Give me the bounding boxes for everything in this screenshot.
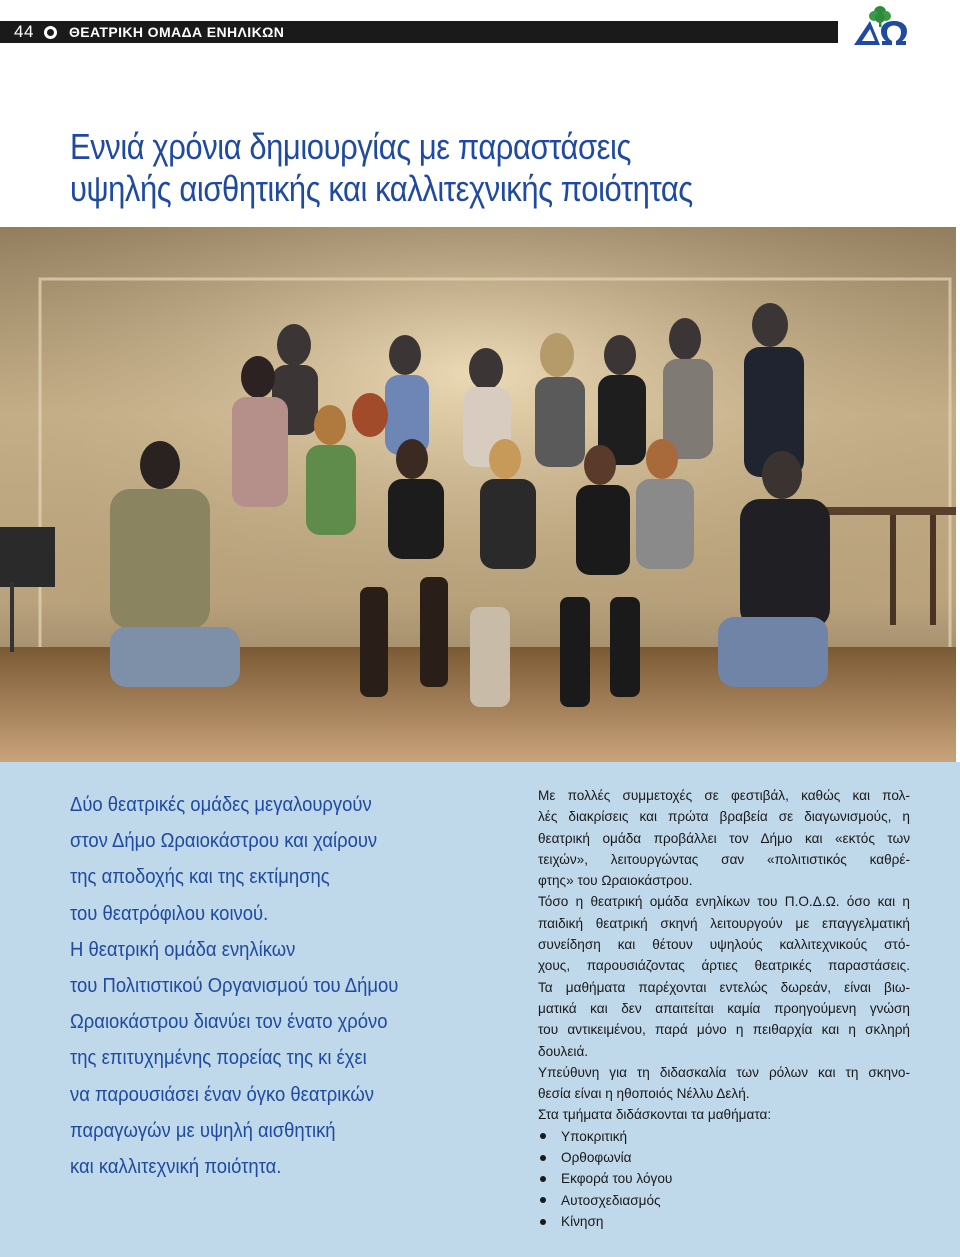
body-line: τειχών», λειτουργώντας σαν «πολιτιστικός καθρέ- (538, 851, 910, 867)
article-title-line-2: υψηλής αισθητικής και καλλιτεχνικής ποιότητας (70, 168, 693, 209)
intro-line: παραγωγών με υψηλή αισθητική (70, 1118, 336, 1142)
body-line: Υπεύθυνη για τη διδασκαλία των ρόλων και τη σκηνο- (538, 1064, 910, 1080)
bullet-icon (540, 1219, 546, 1225)
intro-line: να παρουσιάσει έναν όγκο θεατρικών (70, 1082, 375, 1106)
page-number: 44 (14, 22, 34, 41)
intro-line: της αποδοχής και της εκτίμησης (70, 865, 330, 889)
header-bar (0, 21, 838, 43)
intro-line: Δύο θεατρικές ομάδες μεγαλουργούν (70, 793, 372, 816)
body-line: Τόσο η θεατρική ομάδα ενηλίκων του Π.Ο.Δ.Ω. όσο και η (538, 894, 910, 910)
body-line: Στα τμήματα διδάσκονται τα μαθήματα: (538, 1107, 772, 1123)
body-line: θεσία είναι η ηθοποιός Νέλλυ Δελή. (538, 1086, 750, 1102)
intro-paragraph (70, 787, 466, 1185)
subject-label: Υποκριτική (561, 1128, 628, 1144)
bullet-icon (540, 1176, 546, 1182)
body-text (538, 785, 910, 1232)
group-photo (0, 227, 956, 762)
intro-line: στον Δήμο Ωραιοκάστρου και χαίρουν (70, 829, 378, 853)
body-line: παιδική θεατρική σκηνή λειτουργούν με επαγγελματική (538, 915, 910, 931)
body-line: λές διακρίσεις και πρώτα βραβεία σε διαγωνισμούς, η (538, 809, 910, 825)
intro-line: του θεατρόφιλου κοινού. (70, 901, 269, 925)
list-item (538, 1126, 910, 1147)
body-line: δουλειά. (538, 1043, 589, 1059)
body-line: Με πολλές συμμετοχές σε φεστιβάλ, καθώς και πολ- (538, 788, 910, 803)
list-item (538, 1147, 910, 1168)
body-line: συνείδηση και θέτουν υψηλούς καλλιτεχνικούς στό- (538, 937, 910, 953)
bullet-icon (540, 1133, 546, 1139)
list-item (538, 1168, 910, 1189)
intro-line: Η θεατρική ομάδα ενηλίκων (70, 937, 296, 961)
municipality-logo-icon (850, 3, 912, 47)
subject-label: Κίνηση (561, 1213, 604, 1229)
subject-label: Ορθοφωνία (561, 1150, 632, 1166)
body-line: του αντικειμένου, παρά μόνο η πειθαρχία και η σκληρή (538, 1022, 910, 1038)
intro-line: του Πολιτιστικού Οργανισμού του Δήμου (70, 974, 399, 998)
ring-bullet-icon (44, 26, 57, 39)
list-item (538, 1211, 910, 1232)
subject-label: Αυτοσχεδιασμός (561, 1192, 661, 1208)
subject-label: Εκφορά του λόγου (561, 1171, 673, 1187)
list-item (538, 1190, 910, 1211)
intro-line: και καλλιτεχνική ποιότητα. (70, 1155, 282, 1179)
body-line: φτης» του Ωραιοκάστρου. (538, 873, 693, 889)
bullet-icon (540, 1155, 546, 1161)
body-line: ματικά και δεν απαιτείται καμία προηγούμενη γνώση (538, 1000, 910, 1016)
subjects-list (538, 1126, 910, 1232)
intro-line: Ωραιοκάστρου διανύει τον ένατο χρόνο (70, 1010, 388, 1034)
body-line: χους, παρουσιάζοντας άρτιες θεατρικές παραστάσεις. (538, 958, 910, 974)
group-photo-illustration (0, 227, 956, 762)
intro-line: της επιτυχημένης πορείας της κι έχει (70, 1046, 367, 1070)
body-line: Τα μαθήματα παρέχονται εντελώς δωρεάν, είναι βιω- (538, 979, 910, 995)
article-title-line-1: Εννιά χρόνια δημιουργίας με παραστάσεις (70, 126, 631, 167)
body-line: θεατρική ομάδα προβάλλει τον Δήμο και «εκτός των (538, 830, 910, 846)
article-title (70, 126, 810, 210)
section-title: ΘΕΑΤΡΙΚΗ ΟΜΑΔΑ ΕΝΗΛΙΚΩΝ (69, 24, 285, 40)
bullet-icon (540, 1197, 546, 1203)
